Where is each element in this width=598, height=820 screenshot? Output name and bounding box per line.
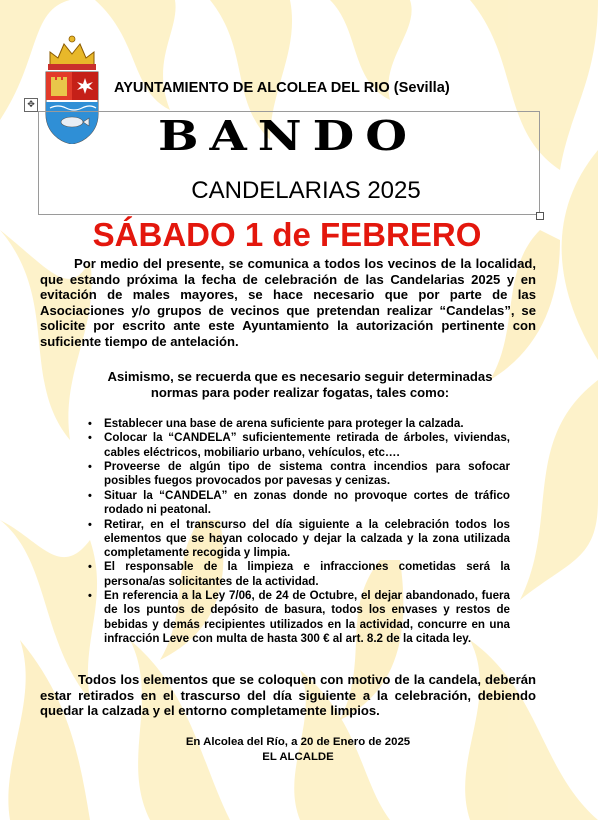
rule-text: El responsable de la limpieza e infracciones cometidas será la persona/as solicitantes de la actividad. xyxy=(104,560,510,588)
place-date: En Alcolea del Río, a 20 de Enero de 2025 xyxy=(185,736,411,748)
rule-item xyxy=(88,417,510,431)
signer-title: EL ALCALDE xyxy=(262,750,334,763)
signature-block xyxy=(0,735,596,764)
bullet-icon: • xyxy=(88,418,92,430)
bullet-icon: • xyxy=(88,561,92,574)
rules-intro xyxy=(40,369,560,400)
town-header: AYUNTAMIENTO DE ALCOLEA DEL RIO (Sevilla) xyxy=(114,80,450,96)
bullet-icon: • xyxy=(88,590,92,603)
bullet-icon: • xyxy=(88,461,92,474)
rule-item xyxy=(88,517,510,561)
rule-item xyxy=(88,431,510,460)
event-date: SÁBADO 1 de FEBRERO xyxy=(92,216,482,253)
rule-text: Proveerse de algún tipo de sistema contra incendios para sofocar posibles fuegos provocados por pavesas y cenizas. xyxy=(104,460,510,488)
rules-list xyxy=(88,417,510,646)
bullet-icon: • xyxy=(88,489,92,502)
closing-paragraph: Todos los elementos que se coloquen con motivo de la candela, deberán estar retirados en el trascurso del día siguiente a la celebración, debiendo quedar la calzada y el entorno completamente limpios. xyxy=(40,672,536,719)
intro-paragraph: Por medio del presente, se comunica a todos los vecinos de la localidad, que estando próxima la fecha de celebración de las Candelarias 2025 y en evitación de males mayores, se hace necesario que por parte de las Asociaciones y/o grupos de vecinos que pretendan realizar “Candelas”, se solicite por escrito ante este Ayuntamiento la autorización pertinente con suficiente tiempo de antelación. xyxy=(40,256,536,349)
event-subtitle: CANDELARIAS 2025 xyxy=(191,177,421,204)
page-title: BANDO xyxy=(157,112,419,161)
rule-text: Colocar la “CANDELA” suficientemente retirada de árboles, viviendas, cables eléctricos, mobiliario urbano, vehículos, etc…. xyxy=(104,431,510,459)
rule-text: En referencia a la Ley 7/06, de 24 de Octubre, el dejar abandonado, fuera de los puntos de depósito de basura, todos los envases y restos de bebidas y demás recipientes utilizados en la actividad, concurre en una infracción Leve con multa de hasta 300 € al art. 8.2 de la citada ley. xyxy=(104,589,510,645)
rule-text: Retirar, en el transcurso del día siguiente a la celebración todos los elementos que se hayan colocado y dejar la calzada y la zona utilizada completamente recogida y limpia. xyxy=(104,517,510,559)
rule-text: Situar la “CANDELA” en zonas donde no provoque cortes de tráfico rodado ni peatonal. xyxy=(104,488,510,517)
rule-item xyxy=(88,488,510,518)
rule-text: Establecer una base de arena suficiente para proteger la calzada. xyxy=(104,417,464,430)
move-handle-icon[interactable]: ✥ xyxy=(24,98,38,112)
rule-item xyxy=(88,560,510,589)
bullet-icon: • xyxy=(88,518,92,531)
rule-item xyxy=(88,589,510,646)
rules-intro-line-1: Asimismo, se recuerda que es necesario seguir determinadas xyxy=(107,369,493,384)
rules-intro-line-2: normas para poder realizar fogatas, tales como: xyxy=(150,384,450,400)
bullet-icon: • xyxy=(88,432,92,445)
rule-item xyxy=(88,460,510,489)
